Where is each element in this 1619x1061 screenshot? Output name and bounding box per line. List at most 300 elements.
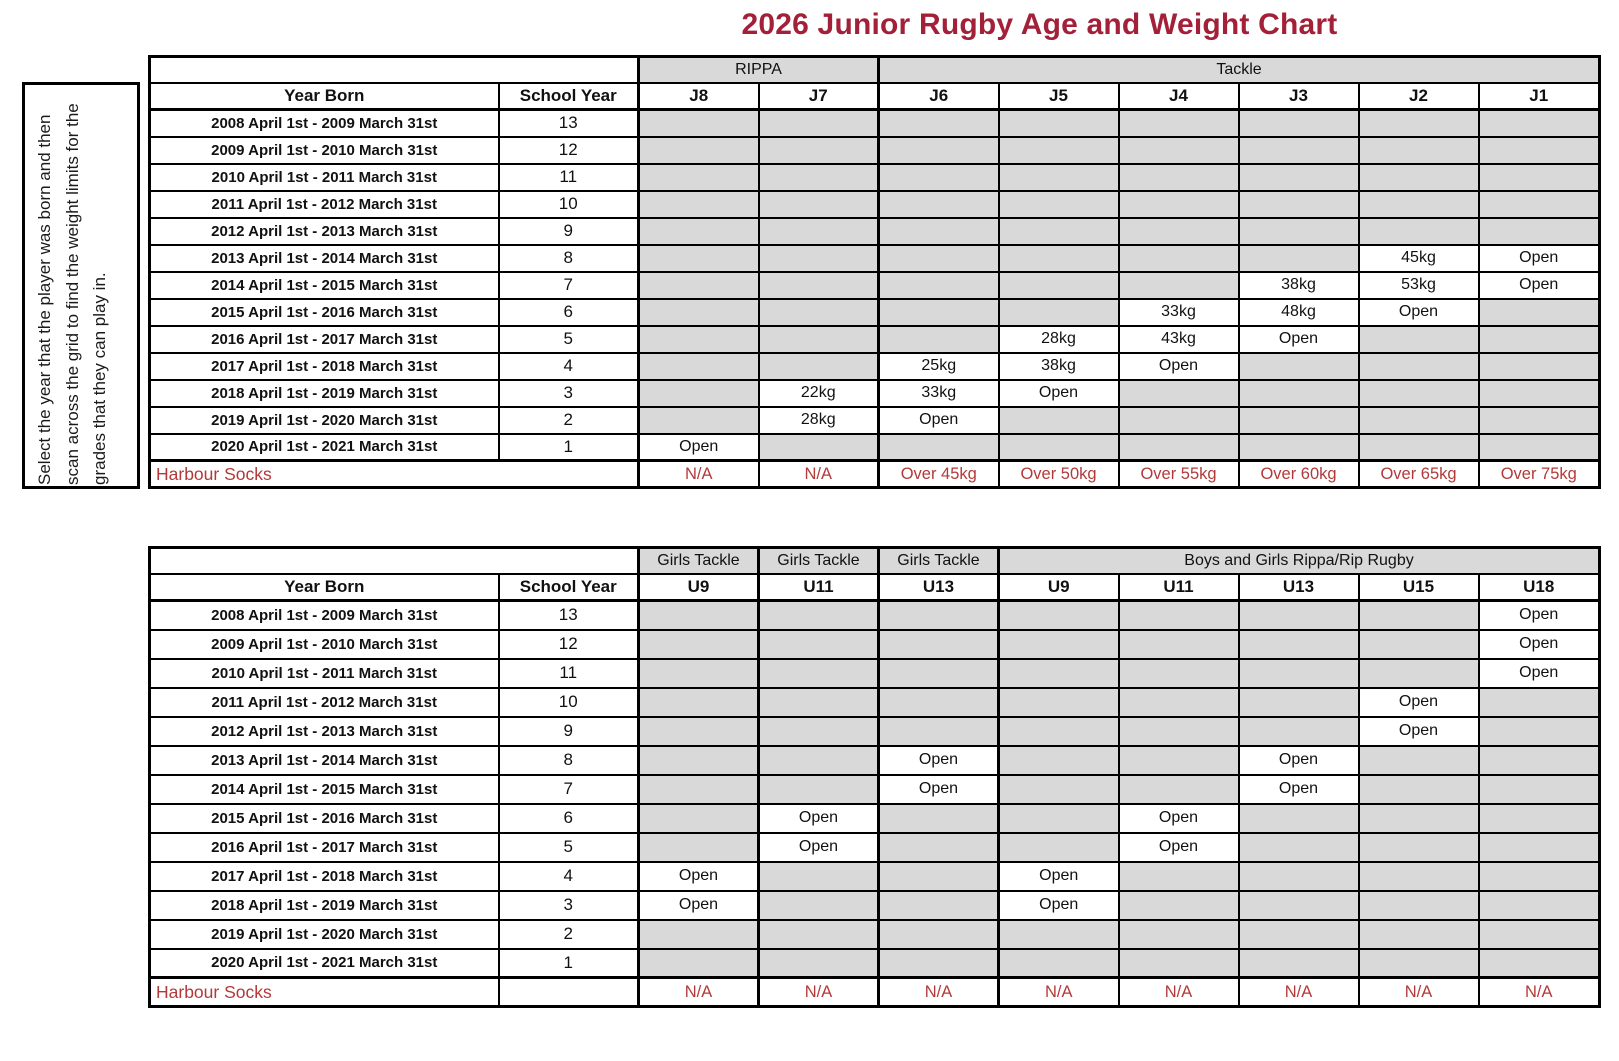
harbour-socks-value-cell: Over 60kg — [1239, 461, 1359, 488]
grade-empty-cell — [1119, 407, 1239, 434]
harbour-socks-value-cell: Over 75kg — [1479, 461, 1600, 488]
school-year-cell: 13 — [499, 601, 639, 630]
year-row — [150, 862, 1600, 891]
grade-empty-cell — [999, 746, 1119, 775]
grade-empty-cell — [1479, 299, 1600, 326]
grade-empty-cell — [879, 688, 999, 717]
grade-limit-cell: Open — [1359, 688, 1479, 717]
grade-limit-cell: 33kg — [879, 380, 999, 407]
grade-empty-cell — [999, 659, 1119, 688]
grade-empty-cell — [1119, 949, 1239, 978]
grade-empty-cell — [1239, 380, 1359, 407]
year-row — [150, 164, 1600, 191]
grade-limit-cell: 33kg — [1119, 299, 1239, 326]
grade-empty-cell — [1119, 746, 1239, 775]
grade-empty-cell — [879, 804, 999, 833]
column-header-u15: U15 — [1359, 574, 1479, 601]
harbour-socks-value-cell: N/A — [759, 978, 879, 1007]
harbour-socks-row — [150, 461, 1600, 488]
school-year-cell: 11 — [499, 164, 639, 191]
column-header-j3: J3 — [1239, 83, 1359, 110]
grade-empty-cell — [1479, 775, 1600, 804]
grade-empty-cell — [1359, 601, 1479, 630]
grade-empty-cell — [1479, 353, 1600, 380]
school-year-cell: 6 — [499, 299, 639, 326]
grade-empty-cell — [1359, 659, 1479, 688]
grade-empty-cell — [1119, 775, 1239, 804]
grade-limit-cell: Open — [759, 804, 879, 833]
grade-empty-cell — [879, 891, 999, 920]
grade-empty-cell — [759, 862, 879, 891]
column-header-year-born: Year Born — [150, 83, 499, 110]
year-row — [150, 110, 1600, 137]
grade-empty-cell — [999, 833, 1119, 862]
grade-empty-cell — [879, 717, 999, 746]
grade-empty-cell — [999, 920, 1119, 949]
grade-empty-cell — [639, 164, 759, 191]
grade-empty-cell — [1119, 137, 1239, 164]
grade-empty-cell — [879, 191, 999, 218]
grade-empty-cell — [759, 353, 879, 380]
grade-empty-cell — [1239, 949, 1359, 978]
grade-empty-cell — [1359, 407, 1479, 434]
grade-empty-cell — [1119, 191, 1239, 218]
grade-empty-cell — [759, 137, 879, 164]
column-header-u9: U9 — [639, 574, 759, 601]
harbour-socks-value-cell: N/A — [1119, 978, 1239, 1007]
year-row — [150, 191, 1600, 218]
school-year-cell: 7 — [499, 775, 639, 804]
grade-empty-cell — [1479, 920, 1600, 949]
grade-empty-cell — [1119, 601, 1239, 630]
grade-empty-cell — [879, 164, 999, 191]
year-row — [150, 775, 1600, 804]
grade-empty-cell — [1359, 891, 1479, 920]
grade-empty-cell — [1479, 833, 1600, 862]
grade-limit-cell: Open — [999, 862, 1119, 891]
grade-limit-cell: Open — [759, 833, 879, 862]
grade-limit-cell: 53kg — [1359, 272, 1479, 299]
grade-empty-cell — [1479, 191, 1600, 218]
grade-limit-cell: Open — [879, 775, 999, 804]
grade-empty-cell — [759, 746, 879, 775]
grade-empty-cell — [759, 891, 879, 920]
school-year-cell: 9 — [499, 218, 639, 245]
grade-empty-cell — [639, 833, 759, 862]
grade-empty-cell — [759, 717, 879, 746]
grade-limit-cell: Open — [1479, 601, 1600, 630]
harbour-socks-row — [150, 978, 1600, 1007]
grade-limit-cell: 28kg — [999, 326, 1119, 353]
grade-empty-cell — [879, 601, 999, 630]
grade-empty-cell — [639, 601, 759, 630]
grade-empty-cell — [879, 299, 999, 326]
grade-empty-cell — [1479, 746, 1600, 775]
grade-empty-cell — [639, 746, 759, 775]
grade-empty-cell — [1119, 380, 1239, 407]
grade-empty-cell — [639, 110, 759, 137]
grade-limit-cell: Open — [1119, 804, 1239, 833]
year-born-cell: 2015 April 1st - 2016 March 31st — [150, 299, 499, 326]
column-header-j6: J6 — [879, 83, 999, 110]
column-header-u18: U18 — [1479, 574, 1600, 601]
grade-limit-cell: Open — [879, 746, 999, 775]
year-born-cell: 2019 April 1st - 2020 March 31st — [150, 407, 499, 434]
school-year-cell: 9 — [499, 717, 639, 746]
grade-empty-cell — [639, 245, 759, 272]
grade-empty-cell — [879, 659, 999, 688]
grade-empty-cell — [1119, 272, 1239, 299]
grade-empty-cell — [999, 601, 1119, 630]
grade-empty-cell — [1359, 326, 1479, 353]
grade-empty-cell — [1239, 630, 1359, 659]
school-year-cell: 12 — [499, 137, 639, 164]
year-born-cell: 2019 April 1st - 2020 March 31st — [150, 920, 499, 949]
school-year-cell: 1 — [499, 434, 639, 461]
grade-empty-cell — [1479, 110, 1600, 137]
school-year-cell: 10 — [499, 688, 639, 717]
year-row — [150, 601, 1600, 630]
year-row — [150, 272, 1600, 299]
grade-empty-cell — [1239, 191, 1359, 218]
grade-limit-cell: Open — [639, 891, 759, 920]
grade-empty-cell — [1239, 110, 1359, 137]
year-row — [150, 659, 1600, 688]
grade-empty-cell — [1479, 434, 1600, 461]
school-year-cell: 4 — [499, 353, 639, 380]
grade-empty-cell — [999, 804, 1119, 833]
grade-empty-cell — [759, 272, 879, 299]
year-born-cell: 2020 April 1st - 2021 March 31st — [150, 434, 499, 461]
column-header-school-year: School Year — [499, 83, 639, 110]
grade-empty-cell — [999, 775, 1119, 804]
grade-empty-cell — [1359, 862, 1479, 891]
harbour-socks-value-cell: N/A — [879, 978, 999, 1007]
school-year-cell: 4 — [499, 862, 639, 891]
group-header-girls-tackle: Girls Tackle — [639, 548, 759, 574]
grade-empty-cell — [1239, 920, 1359, 949]
grade-empty-cell — [639, 326, 759, 353]
instruction-text: Select the year that the player was born and then scan across the grid to find the weight limits for the grades that they can play in. — [35, 102, 110, 485]
grade-empty-cell — [1479, 137, 1600, 164]
year-born-cell: 2013 April 1st - 2014 March 31st — [150, 746, 499, 775]
grade-empty-cell — [1479, 326, 1600, 353]
grade-limit-cell: Open — [1479, 272, 1600, 299]
group-header-blank — [150, 548, 639, 574]
year-born-cell: 2020 April 1st - 2021 March 31st — [150, 949, 499, 978]
youth-table-head — [150, 548, 1600, 601]
grade-limit-cell: Open — [1119, 833, 1239, 862]
grade-empty-cell — [1119, 164, 1239, 191]
year-born-cell: 2018 April 1st - 2019 March 31st — [150, 891, 499, 920]
grade-empty-cell — [1239, 245, 1359, 272]
school-year-cell: 5 — [499, 833, 639, 862]
year-born-cell: 2008 April 1st - 2009 March 31st — [150, 110, 499, 137]
year-born-cell: 2009 April 1st - 2010 March 31st — [150, 137, 499, 164]
grade-empty-cell — [639, 775, 759, 804]
grade-empty-cell — [879, 245, 999, 272]
grade-empty-cell — [879, 920, 999, 949]
grade-empty-cell — [759, 688, 879, 717]
grade-limit-cell: Open — [1479, 245, 1600, 272]
column-header-u11: U11 — [759, 574, 879, 601]
grade-empty-cell — [879, 949, 999, 978]
grade-empty-cell — [999, 630, 1119, 659]
grade-limit-cell: Open — [1479, 659, 1600, 688]
column-header-j7: J7 — [759, 83, 879, 110]
year-born-cell: 2014 April 1st - 2015 March 31st — [150, 272, 499, 299]
grade-empty-cell — [1359, 353, 1479, 380]
grade-empty-cell — [759, 434, 879, 461]
grade-empty-cell — [1479, 164, 1600, 191]
grade-empty-cell — [639, 630, 759, 659]
harbour-socks-value-cell: N/A — [759, 461, 879, 488]
grade-empty-cell — [1359, 191, 1479, 218]
school-year-cell: 11 — [499, 659, 639, 688]
grade-empty-cell — [1119, 688, 1239, 717]
harbour-socks-value-cell: N/A — [1479, 978, 1600, 1007]
grade-empty-cell — [999, 407, 1119, 434]
grade-empty-cell — [1359, 833, 1479, 862]
grade-empty-cell — [999, 949, 1119, 978]
harbour-socks-label: Harbour Socks — [150, 978, 499, 1007]
school-year-cell: 3 — [499, 380, 639, 407]
grade-empty-cell — [1479, 218, 1600, 245]
grade-empty-cell — [1119, 920, 1239, 949]
grade-empty-cell — [1359, 949, 1479, 978]
grade-limit-cell: Open — [1359, 717, 1479, 746]
grade-empty-cell — [1119, 659, 1239, 688]
grade-empty-cell — [1239, 717, 1359, 746]
year-born-cell: 2013 April 1st - 2014 March 31st — [150, 245, 499, 272]
harbour-socks-blank-cell — [499, 978, 639, 1007]
grade-empty-cell — [1359, 434, 1479, 461]
year-row — [150, 833, 1600, 862]
grade-empty-cell — [639, 272, 759, 299]
group-header-girls-tackle: Girls Tackle — [759, 548, 879, 574]
grade-empty-cell — [639, 920, 759, 949]
grade-empty-cell — [1359, 804, 1479, 833]
grade-empty-cell — [1239, 659, 1359, 688]
grade-empty-cell — [1479, 891, 1600, 920]
year-born-cell: 2017 April 1st - 2018 March 31st — [150, 862, 499, 891]
school-year-cell: 10 — [499, 191, 639, 218]
grade-empty-cell — [999, 137, 1119, 164]
grade-empty-cell — [1119, 891, 1239, 920]
column-header-row — [150, 83, 1600, 110]
grade-limit-cell: 48kg — [1239, 299, 1359, 326]
grade-empty-cell — [1359, 920, 1479, 949]
harbour-socks-value-cell: N/A — [1359, 978, 1479, 1007]
school-year-cell: 1 — [499, 949, 639, 978]
year-row — [150, 218, 1600, 245]
grade-empty-cell — [879, 272, 999, 299]
school-year-cell: 13 — [499, 110, 639, 137]
grade-empty-cell — [999, 110, 1119, 137]
harbour-socks-label: Harbour Socks — [150, 461, 639, 488]
grade-empty-cell — [1359, 775, 1479, 804]
group-header-blank — [150, 57, 639, 83]
grade-empty-cell — [639, 949, 759, 978]
year-row — [150, 326, 1600, 353]
grade-limit-cell: 22kg — [759, 380, 879, 407]
grade-empty-cell — [999, 245, 1119, 272]
grade-empty-cell — [1119, 110, 1239, 137]
year-row — [150, 746, 1600, 775]
grade-empty-cell — [759, 218, 879, 245]
column-header-row — [150, 574, 1600, 601]
year-born-cell: 2011 April 1st - 2012 March 31st — [150, 191, 499, 218]
year-row — [150, 949, 1600, 978]
column-header-j1: J1 — [1479, 83, 1600, 110]
year-row — [150, 299, 1600, 326]
year-born-cell: 2009 April 1st - 2010 March 31st — [150, 630, 499, 659]
harbour-socks-value-cell: Over 65kg — [1359, 461, 1479, 488]
school-year-cell: 8 — [499, 746, 639, 775]
year-row — [150, 920, 1600, 949]
grade-empty-cell — [759, 326, 879, 353]
junior-table-head — [150, 57, 1600, 110]
grade-empty-cell — [999, 191, 1119, 218]
instruction-panel — [22, 82, 140, 489]
grade-empty-cell — [639, 659, 759, 688]
column-header-u13: U13 — [879, 574, 999, 601]
harbour-socks-value-cell: N/A — [1239, 978, 1359, 1007]
grade-empty-cell — [1119, 245, 1239, 272]
grade-empty-cell — [759, 659, 879, 688]
grade-limit-cell: Open — [1239, 775, 1359, 804]
year-born-cell: 2015 April 1st - 2016 March 31st — [150, 804, 499, 833]
column-header-year-born: Year Born — [150, 574, 499, 601]
school-year-cell: 6 — [499, 804, 639, 833]
grade-limit-cell: 25kg — [879, 353, 999, 380]
year-row — [150, 245, 1600, 272]
harbour-socks-value-cell: Over 50kg — [999, 461, 1119, 488]
year-born-cell: 2012 April 1st - 2013 March 31st — [150, 218, 499, 245]
grade-empty-cell — [879, 218, 999, 245]
school-year-cell: 8 — [499, 245, 639, 272]
grade-empty-cell — [1119, 630, 1239, 659]
grade-empty-cell — [1239, 833, 1359, 862]
grade-empty-cell — [879, 137, 999, 164]
grade-limit-cell: Open — [879, 407, 999, 434]
year-born-cell: 2017 April 1st - 2018 March 31st — [150, 353, 499, 380]
school-year-cell: 5 — [499, 326, 639, 353]
grade-empty-cell — [1239, 601, 1359, 630]
school-year-cell: 12 — [499, 630, 639, 659]
grade-empty-cell — [759, 191, 879, 218]
youth-table-body — [150, 601, 1600, 1007]
grade-empty-cell — [639, 380, 759, 407]
grade-empty-cell — [639, 407, 759, 434]
grade-limit-cell: 38kg — [999, 353, 1119, 380]
grade-empty-cell — [759, 245, 879, 272]
year-row — [150, 891, 1600, 920]
harbour-socks-value-cell: N/A — [639, 978, 759, 1007]
grade-empty-cell — [639, 218, 759, 245]
grade-empty-cell — [1119, 862, 1239, 891]
junior-table-body — [150, 110, 1600, 488]
grade-empty-cell — [759, 920, 879, 949]
grade-empty-cell — [1359, 137, 1479, 164]
grade-limit-cell: Open — [1239, 326, 1359, 353]
group-header-tackle: Tackle — [879, 57, 1600, 83]
school-year-cell: 3 — [499, 891, 639, 920]
grade-empty-cell — [639, 688, 759, 717]
grade-empty-cell — [999, 688, 1119, 717]
grade-empty-cell — [879, 326, 999, 353]
grade-limit-cell: Open — [1479, 630, 1600, 659]
group-header-row — [150, 548, 1600, 574]
group-header-boys-and-girls-rippa-rip-rugby: Boys and Girls Rippa/Rip Rugby — [999, 548, 1600, 574]
grade-empty-cell — [999, 434, 1119, 461]
grade-limit-cell: Open — [1239, 746, 1359, 775]
grade-empty-cell — [1239, 164, 1359, 191]
grade-limit-cell: Open — [639, 862, 759, 891]
column-header-j4: J4 — [1119, 83, 1239, 110]
year-born-cell: 2011 April 1st - 2012 March 31st — [150, 688, 499, 717]
grade-empty-cell — [759, 110, 879, 137]
year-row — [150, 380, 1600, 407]
group-header-rippa: RIPPA — [639, 57, 879, 83]
grade-empty-cell — [1479, 949, 1600, 978]
year-born-cell: 2016 April 1st - 2017 March 31st — [150, 326, 499, 353]
column-header-u11: U11 — [1119, 574, 1239, 601]
grade-empty-cell — [639, 717, 759, 746]
grade-empty-cell — [639, 804, 759, 833]
column-header-j5: J5 — [999, 83, 1119, 110]
grade-empty-cell — [639, 353, 759, 380]
group-header-girls-tackle: Girls Tackle — [879, 548, 999, 574]
grade-empty-cell — [759, 601, 879, 630]
grade-empty-cell — [1479, 717, 1600, 746]
year-born-cell: 2016 April 1st - 2017 March 31st — [150, 833, 499, 862]
grade-empty-cell — [1479, 380, 1600, 407]
group-header-row — [150, 57, 1600, 83]
grade-limit-cell: 38kg — [1239, 272, 1359, 299]
school-year-cell: 7 — [499, 272, 639, 299]
harbour-socks-value-cell: N/A — [999, 978, 1119, 1007]
year-born-cell: 2014 April 1st - 2015 March 31st — [150, 775, 499, 804]
grade-limit-cell: 43kg — [1119, 326, 1239, 353]
grade-empty-cell — [879, 862, 999, 891]
page-title: 2026 Junior Rugby Age and Weight Chart — [741, 8, 1338, 41]
grade-limit-cell: 28kg — [759, 407, 879, 434]
grade-empty-cell — [759, 299, 879, 326]
grade-empty-cell — [879, 630, 999, 659]
grade-empty-cell — [1359, 380, 1479, 407]
youth-grades-table — [148, 546, 1601, 1008]
grade-empty-cell — [1359, 746, 1479, 775]
year-born-cell: 2010 April 1st - 2011 March 31st — [150, 164, 499, 191]
grade-empty-cell — [759, 164, 879, 191]
grade-limit-cell: Open — [639, 434, 759, 461]
grade-empty-cell — [1359, 630, 1479, 659]
column-header-j2: J2 — [1359, 83, 1479, 110]
year-row — [150, 137, 1600, 164]
grade-empty-cell — [1239, 434, 1359, 461]
harbour-socks-value-cell: Over 45kg — [879, 461, 999, 488]
year-row — [150, 630, 1600, 659]
grade-empty-cell — [1479, 804, 1600, 833]
harbour-socks-value-cell: Over 55kg — [1119, 461, 1239, 488]
grade-empty-cell — [1239, 891, 1359, 920]
year-row — [150, 688, 1600, 717]
grade-limit-cell: Open — [1119, 353, 1239, 380]
junior-grades-table — [148, 55, 1601, 489]
grade-empty-cell — [1359, 218, 1479, 245]
grade-empty-cell — [879, 110, 999, 137]
